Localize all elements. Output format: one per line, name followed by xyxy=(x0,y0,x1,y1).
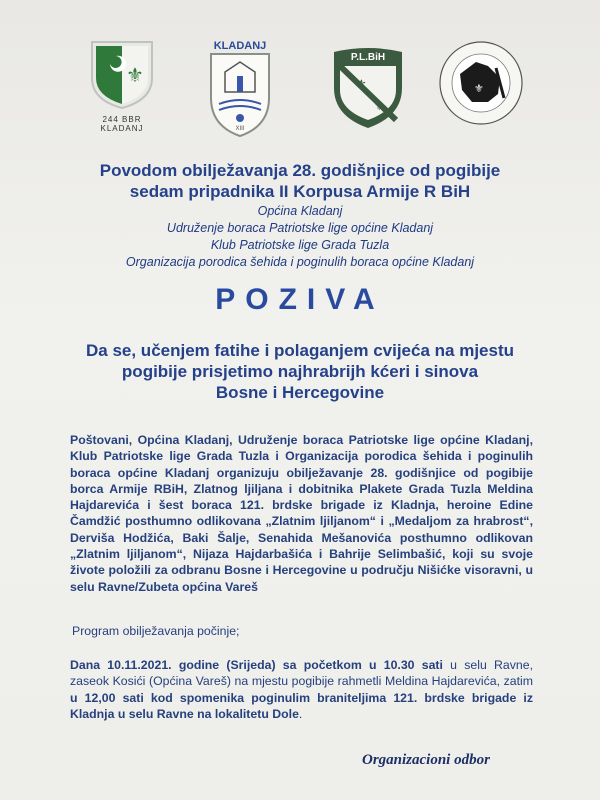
organizers-list xyxy=(0,203,600,271)
program-second-event: u 12,00 sati kod spomenika poginulim braniteljima 121. brdske brigade iz Kladnja u selu Ravne na lokalitetu Dole xyxy=(70,690,533,721)
program-end: . xyxy=(298,706,303,721)
event-heading xyxy=(0,160,600,202)
logo-row xyxy=(0,28,600,138)
logo1-text-bottom: KLADANJ xyxy=(100,124,144,133)
organizer-2: Udruženje boraca Patriotske lige općine Kladanj xyxy=(166,221,434,235)
svg-text:⚜: ⚜ xyxy=(474,82,484,95)
logo-organizacija xyxy=(438,40,524,126)
signature: Organizacioni odbor xyxy=(362,752,490,768)
svg-text:⚜: ⚜ xyxy=(356,77,367,91)
program-date-time: Dana 10.11.2021. godine (Srijeda) sa početkom u 10.30 sati xyxy=(70,658,443,672)
heading-line-1: Povodom obilježavanja 28. godišnjice od pogibije xyxy=(99,161,501,180)
program-label: Program obilježavanja počinje; xyxy=(72,624,240,638)
circular-seal-icon xyxy=(438,40,524,126)
call-line-2: pogibije prisjetimo najhrabrijh kćeri i sinova xyxy=(121,362,479,381)
call-line-1: Da se, učenjem fatihe i polaganjem cvijeća na mjestu xyxy=(86,341,514,360)
svg-text:⚜: ⚜ xyxy=(374,99,385,113)
logo1-text-top: 244 BBR xyxy=(102,115,142,124)
organizer-1: Općina Kladanj xyxy=(257,204,343,218)
logo-244-bbr xyxy=(88,38,156,138)
logo-kladanj xyxy=(205,40,275,138)
program-location: u selu Ravne, zaseok Kosići (Općina Vareš) na mjestu pogibije rahmetli Meldina Hajdarevića, zatim xyxy=(70,658,534,689)
shield-emblem-icon xyxy=(88,38,156,110)
program-details xyxy=(70,657,533,722)
heading-line-2: sedam pripadnika II Korpusa Armije R BiH xyxy=(129,182,471,201)
poziva-title: POZIVA xyxy=(215,283,385,316)
logo2-small: XIII xyxy=(235,126,245,132)
call-line-3: Bosne i Hercegovine xyxy=(215,383,385,402)
logo3-text: P.L.BiH xyxy=(350,52,386,63)
logo2-title: KLADANJ xyxy=(213,40,267,52)
organizer-4: Organizacija porodica šehida i poginulih boraca općine Kladanj xyxy=(125,255,475,269)
svg-text:⚜: ⚜ xyxy=(126,63,144,87)
organizer-3: Klub Patriotske lige Grada Tuzla xyxy=(210,238,390,252)
logo-plbih xyxy=(330,48,406,132)
main-paragraph: Poštovani, Općina Kladanj, Udruženje boraca Patriotske lige općine Kladanj, Klub Patriotske lige Grada Tuzla i Organizacija porodica šehida i poginulih boraca općine Kladanj organizuju obilježavanje 28. godišnjice od pogibije borca Armije RBiH, Zlatnog ljiljana i dobitnika Plakete Grada Tuzla Meldina Hajdarevića i šest boraca 121. brdske brigade iz Kladnja, heroine Edine Čamdžić posthumno odlikovana „Zlatnim ljiljanom“ i „Medaljom za hrabrost“, Derviša Hodžića, Baki Šalje, Senahida Mešanovića posthumno odlikovan „Zlatnim ljiljanom“, Nijaza Hajdarbašića i Bahrije Selimbašić, koji su svoje živote položili za odbranu Bosne i Hercegovine u području Nišićke visoravni, u selu Ravne/Zubeta općina Vareš xyxy=(70,433,533,594)
invitation-call xyxy=(0,340,600,403)
